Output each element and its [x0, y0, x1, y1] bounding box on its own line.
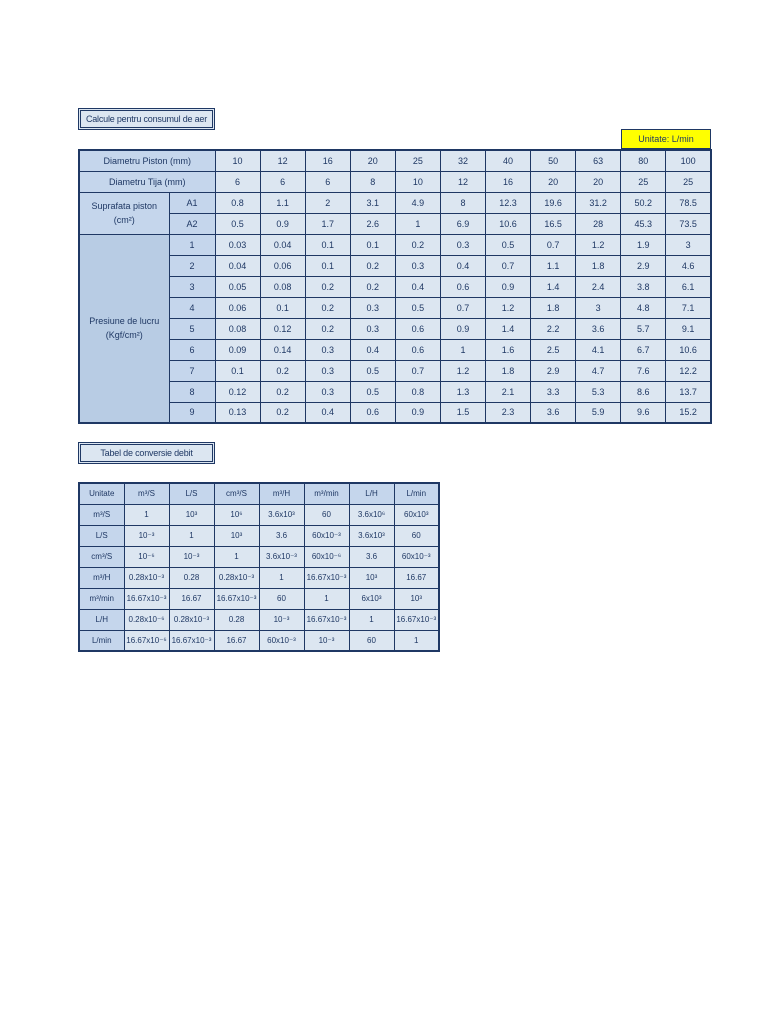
a2-cell: 0.9: [260, 213, 305, 234]
unit-badge: [621, 129, 711, 149]
pressure-value: 3: [169, 276, 215, 297]
consumption-cell: 3.6: [531, 402, 576, 423]
consumption-cell: 0.08: [260, 276, 305, 297]
consumption-cell: 0.2: [260, 402, 305, 423]
consumption-cell: 2.9: [621, 255, 666, 276]
consumption-cell: 1.2: [576, 234, 621, 255]
a2-cell: 28: [576, 213, 621, 234]
pressure-value: 1: [169, 234, 215, 255]
conversion-row: [79, 525, 439, 546]
pressure-row: [79, 339, 711, 360]
a1-cell: 50.2: [621, 192, 666, 213]
a1-cell: 78.5: [666, 192, 711, 213]
a1-cell: 31.2: [576, 192, 621, 213]
conversion-cell: 3.6: [349, 546, 394, 567]
consumption-cell: 4.1: [576, 339, 621, 360]
consumption-cell: 0.7: [440, 297, 485, 318]
pressure-value: 4: [169, 297, 215, 318]
air-consumption-table: [78, 149, 712, 424]
calc-title-text: Calcule pentru consumul de aer: [85, 114, 208, 124]
a2-cell: 73.5: [666, 213, 711, 234]
consumption-cell: 8.6: [621, 381, 666, 402]
piston-diameter-cell: 20: [350, 150, 395, 171]
conversion-cell: 10⁻⁶: [124, 546, 169, 567]
consumption-cell: 0.09: [215, 339, 260, 360]
conversion-cell: 0.28: [214, 609, 259, 630]
conversion-header-cell: m³/min: [304, 483, 349, 504]
a1-cell: 19.6: [531, 192, 576, 213]
pressure-value: 9: [169, 402, 215, 423]
rod-diameter-row: [79, 171, 711, 192]
conversion-cell: 10⁻³: [124, 525, 169, 546]
consumption-cell: 1.1: [531, 255, 576, 276]
conversion-cell: 1: [349, 609, 394, 630]
consumption-cell: 0.5: [485, 234, 530, 255]
consumption-cell: 0.12: [215, 381, 260, 402]
piston-diameter-cell: 40: [485, 150, 530, 171]
consumption-cell: 1.6: [485, 339, 530, 360]
pressure-label-line1: Presiune de lucru: [89, 316, 160, 327]
conversion-cell: 3.6: [259, 525, 304, 546]
conversion-title: [78, 442, 215, 464]
consumption-cell: 2.5: [531, 339, 576, 360]
consumption-cell: 0.2: [305, 276, 350, 297]
a2-cell: 10.6: [485, 213, 530, 234]
consumption-cell: 3.3: [531, 381, 576, 402]
a2-cell: 0.5: [215, 213, 260, 234]
conversion-cell: 60: [349, 630, 394, 651]
pressure-row: [79, 234, 711, 255]
calc-title: [78, 108, 215, 130]
a2-cell: 1.7: [305, 213, 350, 234]
piston-diameter-cell: 100: [666, 150, 711, 171]
conversion-cell: 60x10⁻³: [259, 630, 304, 651]
consumption-cell: 0.1: [350, 234, 395, 255]
surface-label-line1: Suprafata piston: [91, 201, 158, 211]
rod-diameter-cell: 10: [395, 171, 440, 192]
conversion-unit-label: m³/min: [79, 588, 124, 609]
conversion-cell: 60x10⁻³: [304, 525, 349, 546]
consumption-cell: 0.4: [350, 339, 395, 360]
consumption-cell: 0.3: [350, 318, 395, 339]
consumption-cell: 1.8: [485, 360, 530, 381]
consumption-cell: 6.7: [621, 339, 666, 360]
consumption-cell: 1.5: [440, 402, 485, 423]
conversion-cell: 16.67x10⁻⁶: [124, 630, 169, 651]
consumption-cell: 5.3: [576, 381, 621, 402]
consumption-cell: 0.2: [350, 255, 395, 276]
consumption-cell: 2.4: [576, 276, 621, 297]
consumption-cell: 0.3: [350, 297, 395, 318]
consumption-cell: 10.6: [666, 339, 711, 360]
consumption-cell: 0.3: [395, 255, 440, 276]
consumption-cell: 0.04: [215, 255, 260, 276]
pressure-value: 8: [169, 381, 215, 402]
conversion-cell: 1: [259, 567, 304, 588]
a1-cell: 0.8: [215, 192, 260, 213]
consumption-cell: 1.8: [531, 297, 576, 318]
consumption-cell: 0.5: [350, 360, 395, 381]
consumption-cell: 0.7: [531, 234, 576, 255]
consumption-cell: 1.4: [485, 318, 530, 339]
conversion-cell: 16.67x10⁻³: [214, 588, 259, 609]
a2-cell: 1: [395, 213, 440, 234]
conversion-header-cell: Unitate: [79, 483, 124, 504]
piston-diameter-cell: 25: [395, 150, 440, 171]
conversion-row: [79, 588, 439, 609]
conversion-header-row: [79, 483, 439, 504]
a1-cell: 1.1: [260, 192, 305, 213]
consumption-cell: 1.4: [531, 276, 576, 297]
consumption-cell: 1.3: [440, 381, 485, 402]
consumption-cell: 2.3: [485, 402, 530, 423]
conversion-title-text: Tabel de conversie debit: [100, 448, 193, 458]
rod-diameter-cell: 6: [215, 171, 260, 192]
conversion-unit-label: m³/S: [79, 504, 124, 525]
conversion-cell: 1: [304, 588, 349, 609]
conversion-unit-label: cm³/S: [79, 546, 124, 567]
consumption-cell: 0.7: [395, 360, 440, 381]
a2-cell: 2.6: [350, 213, 395, 234]
consumption-cell: 6.1: [666, 276, 711, 297]
conversion-cell: 10³: [169, 504, 214, 525]
conversion-unit-label: L/min: [79, 630, 124, 651]
conversion-cell: 60x10⁻³: [394, 546, 439, 567]
consumption-cell: 0.2: [260, 381, 305, 402]
conversion-cell: 10³: [214, 525, 259, 546]
conversion-header-cell: m³/S: [124, 483, 169, 504]
piston-diameter-cell: 32: [440, 150, 485, 171]
conversion-cell: 3.6x10⁶: [349, 504, 394, 525]
consumption-cell: 0.13: [215, 402, 260, 423]
consumption-cell: 4.8: [621, 297, 666, 318]
conversion-cell: 16.67x10⁻³: [169, 630, 214, 651]
conversion-cell: 60: [259, 588, 304, 609]
rod-diameter-cell: 6: [260, 171, 305, 192]
conversion-cell: 10³: [394, 588, 439, 609]
a1-cell: 3.1: [350, 192, 395, 213]
conversion-cell: 16.67: [169, 588, 214, 609]
pressure-value: 7: [169, 360, 215, 381]
a1-label: A1: [169, 192, 215, 213]
consumption-cell: 0.3: [305, 360, 350, 381]
conversion-cell: 16.67x10⁻³: [304, 567, 349, 588]
surface-label: [79, 192, 169, 234]
conversion-cell: 3.6x10³: [349, 525, 394, 546]
piston-diameter-cell: 63: [576, 150, 621, 171]
consumption-cell: 0.2: [260, 360, 305, 381]
surface-a2-row: [79, 213, 711, 234]
consumption-cell: 3.8: [621, 276, 666, 297]
conversion-cell: 1: [169, 525, 214, 546]
conversion-cell: 60x10³: [394, 504, 439, 525]
conversion-unit-label: m³/H: [79, 567, 124, 588]
conversion-cell: 60x10⁻⁶: [304, 546, 349, 567]
consumption-cell: 0.9: [395, 402, 440, 423]
consumption-cell: 0.6: [395, 339, 440, 360]
consumption-cell: 0.4: [305, 402, 350, 423]
consumption-cell: 0.06: [215, 297, 260, 318]
pressure-label-line2: (Kgf/cm²): [105, 330, 143, 341]
consumption-cell: 0.2: [305, 318, 350, 339]
conversion-cell: 0.28x10⁻³: [124, 567, 169, 588]
consumption-cell: 0.6: [350, 402, 395, 423]
conversion-cell: 1: [124, 504, 169, 525]
consumption-cell: 0.2: [305, 297, 350, 318]
conversion-cell: 10⁻³: [304, 630, 349, 651]
pressure-row: [79, 360, 711, 381]
conversion-unit-label: L/H: [79, 609, 124, 630]
conversion-unit-label: L/S: [79, 525, 124, 546]
conversion-header-cell: L/H: [349, 483, 394, 504]
consumption-cell: 0.04: [260, 234, 305, 255]
unit-badge-text: Unitate: L/min: [638, 134, 694, 144]
consumption-cell: 0.2: [395, 234, 440, 255]
consumption-cell: 0.6: [395, 318, 440, 339]
conversion-cell: 60: [394, 525, 439, 546]
consumption-cell: 0.05: [215, 276, 260, 297]
consumption-cell: 3: [666, 234, 711, 255]
conversion-header-cell: L/S: [169, 483, 214, 504]
a1-cell: 2: [305, 192, 350, 213]
consumption-cell: 9.1: [666, 318, 711, 339]
rod-diameter-cell: 6: [305, 171, 350, 192]
pressure-value: 6: [169, 339, 215, 360]
pressure-row: [79, 297, 711, 318]
consumption-cell: 15.2: [666, 402, 711, 423]
conversion-cell: 3.6x10³: [259, 504, 304, 525]
conversion-cell: 10⁶: [214, 504, 259, 525]
a2-cell: 6.9: [440, 213, 485, 234]
conversion-cell: 0.28: [169, 567, 214, 588]
rod-diameter-cell: 12: [440, 171, 485, 192]
conversion-cell: 16.67: [394, 567, 439, 588]
rod-diameter-cell: 20: [576, 171, 621, 192]
consumption-cell: 0.3: [440, 234, 485, 255]
conversion-cell: 1: [214, 546, 259, 567]
consumption-cell: 0.2: [350, 276, 395, 297]
consumption-cell: 13.7: [666, 381, 711, 402]
surface-label-line2: (cm²): [113, 215, 135, 225]
consumption-cell: 0.08: [215, 318, 260, 339]
a1-cell: 4.9: [395, 192, 440, 213]
consumption-cell: 0.1: [305, 234, 350, 255]
flow-conversion-table: [78, 482, 440, 652]
consumption-cell: 1.9: [621, 234, 666, 255]
a2-label: A2: [169, 213, 215, 234]
conversion-cell: 10⁻³: [259, 609, 304, 630]
consumption-cell: 0.3: [305, 339, 350, 360]
consumption-cell: 0.5: [350, 381, 395, 402]
a2-cell: 45.3: [621, 213, 666, 234]
rod-diameter-cell: 20: [531, 171, 576, 192]
conversion-cell: 16.67x10⁻³: [124, 588, 169, 609]
conversion-row: [79, 609, 439, 630]
piston-diameter-label: Diametru Piston (mm): [79, 150, 215, 171]
consumption-cell: 1: [440, 339, 485, 360]
pressure-row: [79, 402, 711, 423]
pressure-row: [79, 318, 711, 339]
conversion-cell: 0.28x10⁻³: [169, 609, 214, 630]
consumption-cell: 2.1: [485, 381, 530, 402]
conversion-cell: 3.6x10⁻³: [259, 546, 304, 567]
consumption-cell: 12.2: [666, 360, 711, 381]
consumption-cell: 4.7: [576, 360, 621, 381]
conversion-cell: 16.67: [214, 630, 259, 651]
rod-diameter-cell: 25: [621, 171, 666, 192]
pressure-value: 2: [169, 255, 215, 276]
pressure-label: [79, 234, 169, 423]
conversion-header-cell: L/min: [394, 483, 439, 504]
consumption-cell: 0.9: [485, 276, 530, 297]
piston-diameter-cell: 10: [215, 150, 260, 171]
conversion-cell: 1: [394, 630, 439, 651]
consumption-cell: 5.9: [576, 402, 621, 423]
consumption-cell: 0.03: [215, 234, 260, 255]
conversion-row: [79, 567, 439, 588]
piston-diameter-cell: 16: [305, 150, 350, 171]
pressure-row: [79, 276, 711, 297]
consumption-cell: 1.2: [485, 297, 530, 318]
conversion-cell: 10⁻³: [169, 546, 214, 567]
consumption-cell: 0.5: [395, 297, 440, 318]
conversion-cell: 6x10³: [349, 588, 394, 609]
consumption-cell: 0.8: [395, 381, 440, 402]
consumption-cell: 3: [576, 297, 621, 318]
a1-cell: 12.3: [485, 192, 530, 213]
consumption-cell: 2.2: [531, 318, 576, 339]
pressure-row: [79, 255, 711, 276]
pressure-value: 5: [169, 318, 215, 339]
consumption-cell: 3.6: [576, 318, 621, 339]
a2-cell: 16.5: [531, 213, 576, 234]
conversion-cell: 0.28x10⁻³: [214, 567, 259, 588]
consumption-cell: 1.8: [576, 255, 621, 276]
conversion-header-cell: cm³/S: [214, 483, 259, 504]
consumption-cell: 0.6: [440, 276, 485, 297]
conversion-row: [79, 630, 439, 651]
consumption-cell: 0.1: [215, 360, 260, 381]
consumption-cell: 0.9: [440, 318, 485, 339]
piston-diameter-cell: 80: [621, 150, 666, 171]
consumption-cell: 0.06: [260, 255, 305, 276]
consumption-cell: 0.4: [395, 276, 440, 297]
piston-diameter-cell: 12: [260, 150, 305, 171]
consumption-cell: 7.6: [621, 360, 666, 381]
consumption-cell: 0.3: [305, 381, 350, 402]
conversion-row: [79, 546, 439, 567]
consumption-cell: 0.1: [260, 297, 305, 318]
piston-diameter-row: [79, 150, 711, 171]
rod-diameter-label: Diametru Tija (mm): [79, 171, 215, 192]
consumption-cell: 1.2: [440, 360, 485, 381]
conversion-cell: 0.28x10⁻⁶: [124, 609, 169, 630]
conversion-cell: 16.67x10⁻³: [304, 609, 349, 630]
conversion-row: [79, 504, 439, 525]
consumption-cell: 0.14: [260, 339, 305, 360]
consumption-cell: 7.1: [666, 297, 711, 318]
conversion-cell: 10³: [349, 567, 394, 588]
consumption-cell: 0.7: [485, 255, 530, 276]
consumption-cell: 2.9: [531, 360, 576, 381]
rod-diameter-cell: 25: [666, 171, 711, 192]
consumption-cell: 9.6: [621, 402, 666, 423]
conversion-cell: 60: [304, 504, 349, 525]
consumption-cell: 0.12: [260, 318, 305, 339]
consumption-cell: 4.6: [666, 255, 711, 276]
conversion-cell: 16.67x10⁻³: [394, 609, 439, 630]
rod-diameter-cell: 8: [350, 171, 395, 192]
pressure-row: [79, 381, 711, 402]
consumption-cell: 0.4: [440, 255, 485, 276]
conversion-header-cell: m³/H: [259, 483, 304, 504]
consumption-cell: 5.7: [621, 318, 666, 339]
a1-cell: 8: [440, 192, 485, 213]
rod-diameter-cell: 16: [485, 171, 530, 192]
surface-a1-row: [79, 192, 711, 213]
consumption-cell: 0.1: [305, 255, 350, 276]
piston-diameter-cell: 50: [531, 150, 576, 171]
